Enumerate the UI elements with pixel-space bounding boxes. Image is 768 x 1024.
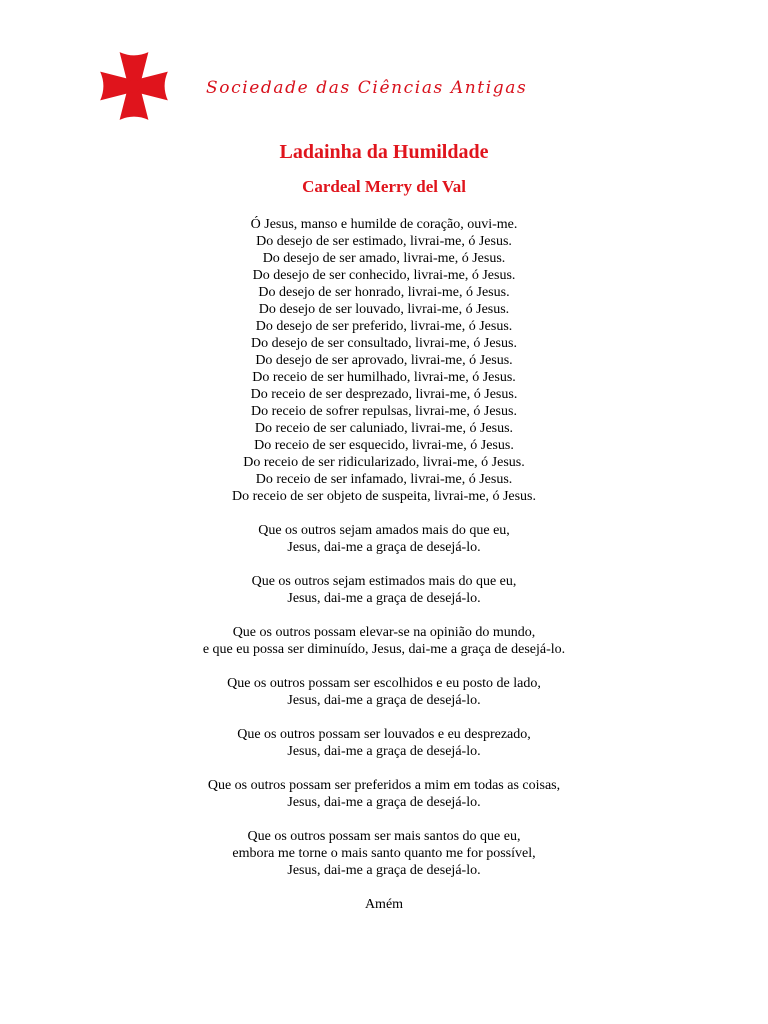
litany-line: Do desejo de ser estimado, livrai-me, ó Jesus. [256,234,512,249]
stanza-line: Que os outros sejam estimados mais do que eu, [251,574,517,589]
litany-line: Do desejo de ser louvado, livrai-me, ó Jesus. [258,302,510,317]
stanza-line: Jesus, dai-me a graça de desejá-lo. [287,693,481,708]
stanza-line: embora me torne o mais santo quanto me for possível, [232,846,536,861]
litany-block [0,216,768,505]
stanza-line: Que os outros sejam amados mais do que eu, [258,523,510,538]
litany-line: Do receio de ser infamado, livrai-me, ó Jesus. [255,472,513,487]
litany-line: Do desejo de ser amado, livrai-me, ó Jesus. [262,251,506,266]
prayer-body [0,216,768,913]
litany-line: Do desejo de ser honrado, livrai-me, ó Jesus. [258,285,510,300]
stanza [0,573,768,607]
stanza [0,624,768,658]
stanza-line: Que os outros possam ser escolhidos e eu posto de lado, [227,676,541,691]
litany-line: Do receio de ser humilhado, livrai-me, ó Jesus. [252,370,516,385]
stanza-line: Que os outros possam ser preferidos a mim em todas as coisas, [207,778,561,793]
page-title: Ladainha da Humildade [279,141,489,163]
litany-line: Do desejo de ser aprovado, livrai-me, ó Jesus. [255,353,513,368]
litany-line: Do desejo de ser consultado, livrai-me, ó Jesus. [251,336,517,351]
stanza [0,675,768,709]
litany-line: Do receio de sofrer repulsas, livrai-me, ó Jesus. [251,404,517,419]
litany-line: Ó Jesus, manso e humilde de coração, ouvi-me. [250,217,518,232]
litany-line: Do receio de ser ridicularizado, livrai-me, ó Jesus. [243,455,525,470]
stanza-line: Jesus, dai-me a graça de desejá-lo. [287,591,481,606]
stanza-line: Jesus, dai-me a graça de desejá-lo. [287,744,481,759]
stanza-line: Jesus, dai-me a graça de desejá-lo. [287,540,481,555]
header [98,50,528,124]
litany-line: Do desejo de ser conhecido, livrai-me, ó Jesus. [252,268,516,283]
stanza-line: Que os outros possam ser louvados e eu desprezado, [237,727,531,742]
litany-line: Do receio de ser objeto de suspeita, livrai-me, ó Jesus. [231,489,537,504]
closing [0,896,768,913]
litany-line: Do receio de ser caluniado, livrai-me, ó Jesus. [254,421,514,436]
stanza-line: Que os outros possam elevar-se na opinião do mundo, [232,625,536,640]
stanza-line: e que eu possa ser diminuído, Jesus, dai-me a graça de desejá-lo. [202,642,566,657]
stanza-line: Jesus, dai-me a graça de desejá-lo. [287,795,481,810]
stanza-line: Que os outros possam ser mais santos do que eu, [247,829,521,844]
litany-line: Do receio de ser esquecido, livrai-me, ó Jesus. [254,438,514,453]
society-name: Sociedade das Ciências Antigas [206,78,528,98]
closing-word: Amém [364,897,404,912]
stanza-line: Jesus, dai-me a graça de desejá-lo. [287,863,481,878]
author-subtitle: Cardeal Merry del Val [302,177,466,196]
stanza [0,828,768,879]
stanza [0,522,768,556]
litany-line: Do receio de ser desprezado, livrai-me, ó Jesus. [250,387,518,402]
stanza [0,777,768,811]
cross-pattee-icon [98,50,170,122]
stanza [0,726,768,760]
litany-line: Do desejo de ser preferido, livrai-me, ó Jesus. [255,319,513,334]
